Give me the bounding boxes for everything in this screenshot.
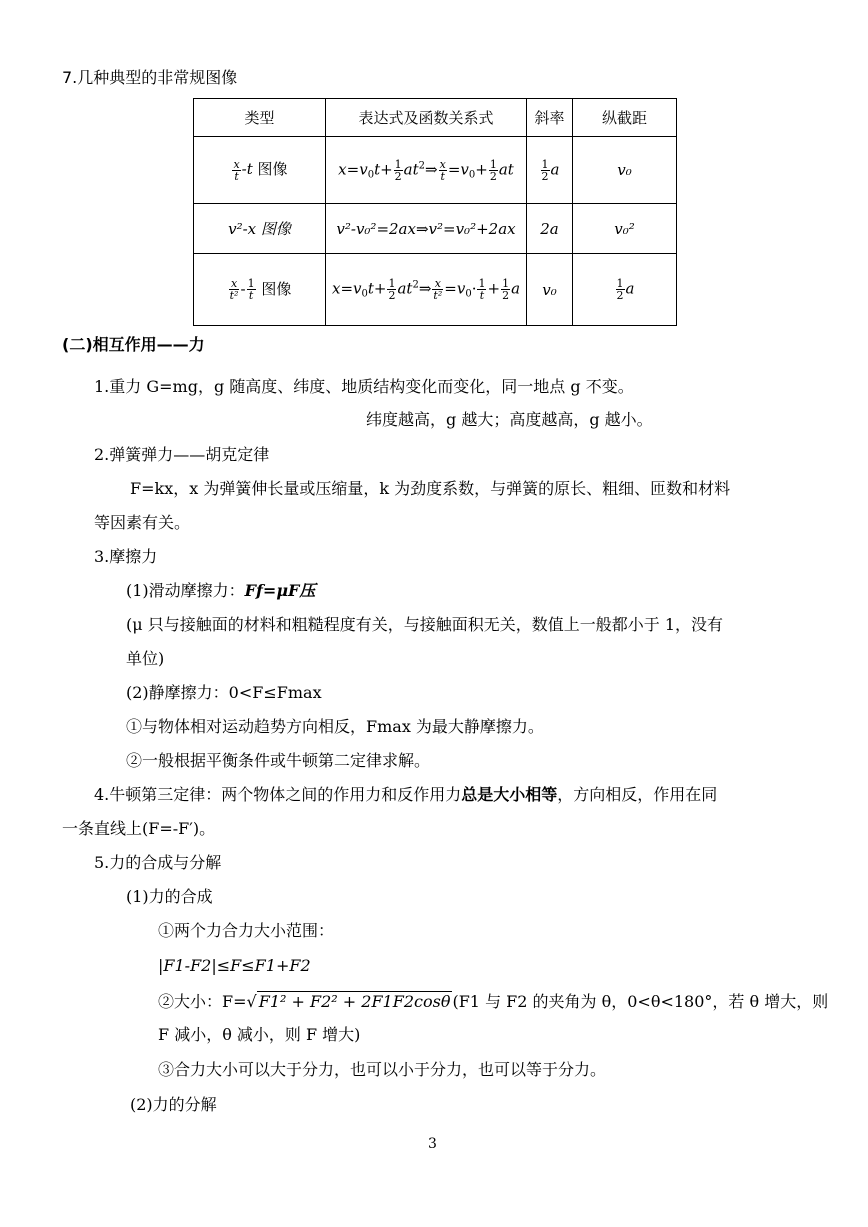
table-header: 斜率 bbox=[527, 99, 573, 137]
page-number: 3 bbox=[428, 1136, 437, 1152]
composition-item: ①两个力合力大小范围： bbox=[158, 921, 335, 940]
table-cell-slope: 2a bbox=[527, 204, 573, 254]
graph-table bbox=[193, 98, 677, 326]
friction-sliding: (1)滑动摩擦力：Ff=μF压 bbox=[126, 581, 316, 600]
table-cell-expr: $x=v_0t+$ $\frac{1}{2}$ $at^2\Rightarrow$ $\frac{x}{\text{t²}}$ $=v_0\cdot$ $\frac{1}{t}$ + $\frac{1}{2}$ a bbox=[326, 254, 527, 326]
composition-sub: (1)力的合成 bbox=[126, 887, 213, 906]
spring-title: 2.弹簧弹力——胡克定律 bbox=[94, 445, 270, 464]
gravity-line: 1.重力 G=mg，g 随高度、纬度、地质结构变化而变化，同一地点 g 不变。 bbox=[94, 377, 634, 396]
table-cell-type: $\frac{x}{\text{t²}}$ - $\frac{1}{t}$ 图像 bbox=[194, 254, 326, 326]
table-cell-type: v²-x 图像 bbox=[194, 204, 326, 254]
table-cell-type: $\frac{x}{t}$ -t 图像 bbox=[194, 137, 326, 204]
newton3-line: 4.牛顿第三定律：两个物体之间的作用力和反作用力总是大小相等，方向相反，作用在同 bbox=[94, 785, 718, 804]
part-title: (二)相互作用——力 bbox=[62, 335, 205, 354]
composition-item: F 减小，θ 减小，则 F 增大) bbox=[158, 1025, 361, 1044]
table-cell-intercept: $\frac{1}{2}$ a bbox=[573, 254, 677, 326]
table-cell-slope: $\frac{1}{2}$ a bbox=[527, 137, 573, 204]
spring-text: F=kx，x 为弹簧伸长量或压缩量，k 为劲度系数，与弹簧的原长、粗细、匝数和材料 bbox=[130, 479, 731, 498]
table-header: 类型 bbox=[194, 99, 326, 137]
composition-item: ②大小：F=√ F1² + F2² + 2F1F2cosθ (F1 与 F2 的夹角为 θ，0<θ<180°，若 θ 增大，则 bbox=[158, 992, 829, 1011]
table-cell-slope: v₀ bbox=[527, 254, 573, 326]
friction-static-item: ②一般根据平衡条件或牛顿第二定律求解。 bbox=[126, 751, 431, 770]
friction-note: 单位) bbox=[126, 649, 165, 668]
composition-title: 5.力的合成与分解 bbox=[94, 853, 222, 872]
composition-range: |F1-F2|≤F≤F1+F2 bbox=[158, 956, 311, 975]
composition-item: ③合力大小可以大于分力，也可以小于分力，也可以等于分力。 bbox=[158, 1060, 607, 1079]
newton3-line: 一条直线上(F=-F′)。 bbox=[62, 819, 216, 838]
section-title: 7.几种典型的非常规图像 bbox=[62, 68, 238, 87]
table-header: 纵截距 bbox=[573, 99, 677, 137]
gravity-line: 纬度越高，g 越大；高度越高，g 越小。 bbox=[366, 410, 653, 429]
friction-note: (μ 只与接触面的材料和粗糙程度有关，与接触面积无关，数值上一般都小于 1，没有 bbox=[126, 615, 723, 634]
table-header: 表达式及函数关系式 bbox=[326, 99, 527, 137]
friction-static-item: ①与物体相对运动趋势方向相反，Fmax 为最大静摩擦力。 bbox=[126, 717, 544, 736]
table-cell-expr: $x=v_0t+$ $\frac{1}{2}$ $at^2\Rightarrow$ $\frac{x}{t}$ $=v_0+$ $\frac{1}{2}$ at bbox=[326, 137, 527, 204]
table-cell-intercept: v₀ bbox=[573, 137, 677, 204]
spring-text: 等因素有关。 bbox=[94, 513, 191, 532]
composition-sub: (2)力的分解 bbox=[130, 1095, 217, 1114]
table-cell-intercept: v₀² bbox=[573, 204, 677, 254]
friction-static: (2)静摩擦力：0<F≤Fmax bbox=[126, 683, 322, 702]
friction-title: 3.摩擦力 bbox=[94, 547, 158, 566]
table-cell-expr: v²-v₀²=2ax⇒v²=v₀²+2ax bbox=[326, 204, 527, 254]
